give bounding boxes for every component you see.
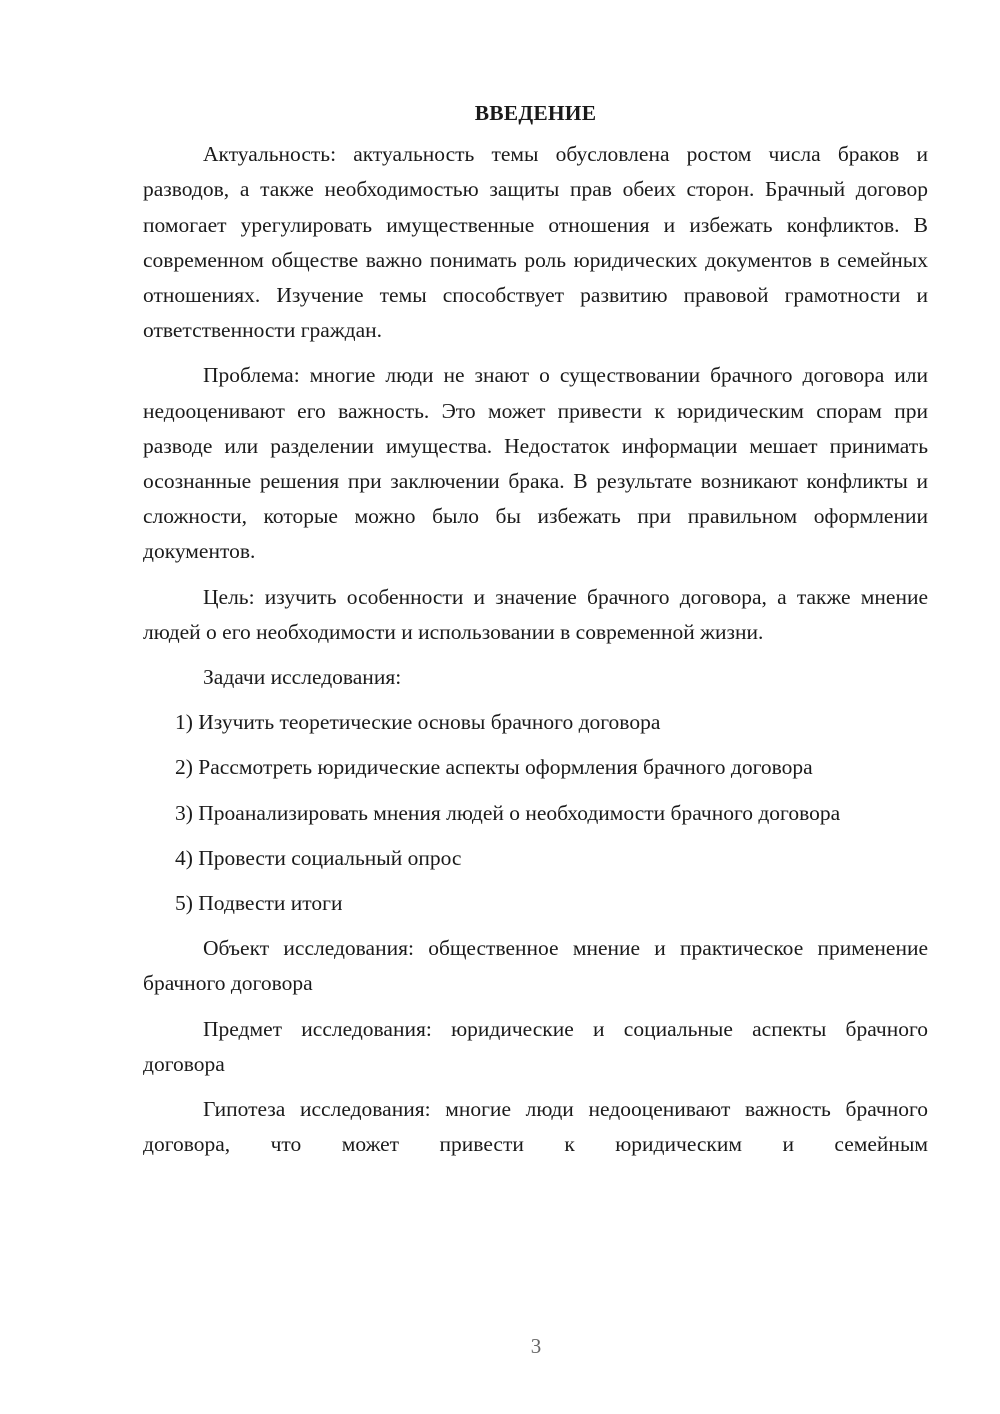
page-title: ВВЕДЕНИЕ [474, 101, 597, 125]
paragraph-problem: Проблема: многие люди не знают о существовании брачного договора или недооценивают его важность. Это может привести к юридическим спорам при разводе или разделении имущества. Недостаток информации мешает принимать осознанные решения при заключении брака. В результате возникают конфликты и сложности, которые можно было бы избежать при правильном оформлении документов. [143, 363, 928, 564]
paragraph-tasks-title: Задачи исследования: [203, 665, 402, 690]
list-item-task-1: 1) Изучить теоретические основы брачного договора [175, 710, 661, 735]
page-content [143, 96, 928, 1172]
list-item-task-3: 3) Проанализировать мнения людей о необходимости брачного договора [175, 800, 841, 825]
paragraph-goal: Цель: изучить особенности и значение брачного договора, а также мнение людей о его необходимости и использовании в современной жизни. [143, 584, 928, 644]
list-item-task-2: 2) Рассмотреть юридические аспекты оформления брачного договора [175, 755, 813, 780]
paragraph-object: Объект исследования: общественное мнение и практическое применение брачного договора [143, 936, 928, 996]
list-item-task-4: 4) Провести социальный опрос [175, 845, 462, 870]
paragraph-hypothesis: Гипотеза исследования: многие люди недооценивают важность брачного договора, что может привести к юридическим и семейным [143, 1097, 928, 1157]
paragraph-subject: Предмет исследования: юридические и социальные аспекты брачного договора [143, 1016, 928, 1076]
paragraph-relevance: Актуальность: актуальность темы обусловлена ростом числа браков и разводов, а также необходимостью защиты прав обеих сторон. Брачный договор помогает урегулировать имущественные отношения и избежать конфликтов. В современном обществе важно понимать роль юридических документов в семейных отношениях. Изучение темы способствует развитию правовой грамотности и ответственности граждан. [143, 142, 928, 343]
list-item-task-5: 5) Подвести итоги [175, 891, 343, 916]
page-number: 3 [530, 1334, 542, 1358]
